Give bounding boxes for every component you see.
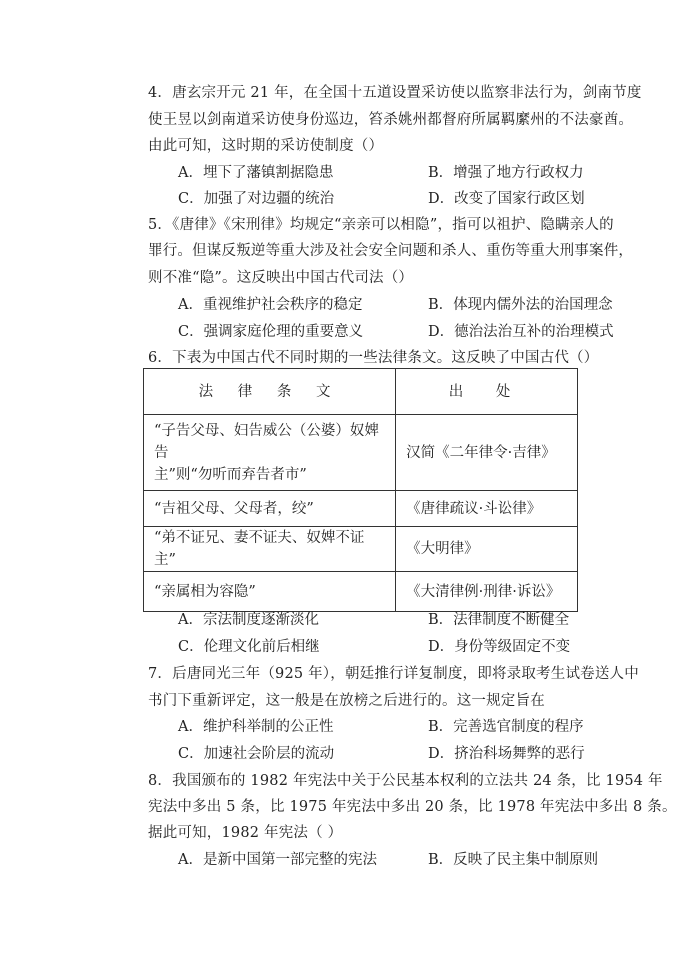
table-header-row [144,369,578,415]
q5-option-b: B．体现内儒外法的治国理念 [428,297,613,313]
q7-option-d: D．挤治科场舞弊的恶行 [428,746,585,762]
q5-stem-line-2: 罪行。但谋反叛逆等重大涉及社会安全问题和杀人、重伤等重大刑事案件， [148,243,634,259]
law-table [143,368,578,612]
q8-stem-line-1: 8．我国颁布的 1982 年宪法中关于公民基本权利的立法共 24 条，比 1954 年 [148,773,663,789]
table-cell-text: “亲属相为容隐” [144,572,396,612]
q4-option-a: A．埋下了藩镇割据隐患 [178,165,334,181]
table-row [144,527,578,572]
q6-option-c: C．伦理文化前后相继 [178,639,320,655]
q7-option-c: C．加速社会阶层的流动 [178,746,335,762]
q6-option-d: D．身份等级固定不变 [428,639,571,655]
q8-option-b: B．反映了民主集中制原则 [428,852,599,868]
table-cell-source: 《唐律疏议·斗讼律》 [396,491,578,527]
table-header-source: 出 处 [396,369,578,415]
q7-stem-line-2: 书门下重新评定，这一般是在放榜之后进行的。这一规定旨在 [148,693,545,709]
q5-option-d: D．德治法治互补的治理模式 [428,324,614,340]
table-cell-text: “吉祖父母、父母者，绞” [144,491,396,527]
q4-stem-line-1: 4．唐玄宗开元 21 年，在全国十五道设置采访使以监察非法行为，剑南节度 [148,85,642,101]
table-row [144,572,578,612]
table-cell-text: “弟不证兄、妻不证夫、奴婢不证主” [144,527,396,572]
table-cell-source: 《大清律例·刑律·诉讼》 [396,572,578,612]
q4-option-b: B．增强了地方行政权力 [428,165,584,181]
table-cell-text [144,415,396,491]
q4-option-d: D．改变了国家行政区划 [428,191,585,207]
q7-option-b: B．完善选官制度的程序 [428,719,584,735]
q5-stem-line-3: 则不准“隐”。这反映出中国古代司法（） [148,270,414,286]
q6-stem-line-1: 6．下表为中国古代不同时期的一些法律条文。这反映了中国古代（） [148,350,599,366]
q4-stem-line-3: 由此可知，这时期的采访使制度（） [148,138,384,154]
table-row [144,491,578,527]
q5-stem-line-1: 5．《唐律》《宋刑律》均规定“亲亲可以相隐”，指可以祖护、隐瞒亲人的 [148,217,614,233]
q8-stem-line-3: 据此可知，1982 年宪法（ ） [148,825,343,841]
q6-option-a: A．宗法制度逐渐淡化 [178,612,319,628]
table-header-text: 法 律 条 文 [144,369,396,415]
q7-option-a: A．维护科举制的公正性 [178,719,334,735]
table-cell-source: 汉简《二年律令·吉律》 [396,415,578,491]
q8-stem-line-2: 宪法中多出 5 条，比 1975 年宪法中多出 20 条，比 1978 年宪法中多出 8 条。 [148,799,677,815]
q5-option-a: A．重视维护社会秩序的稳定 [178,297,363,313]
q8-option-a: A．是新中国第一部完整的宪法 [178,852,377,868]
q6-option-b: B．法律制度不断健全 [428,612,570,628]
table-row [144,415,578,491]
table-cell-source: 《大明律》 [396,527,578,572]
table-cell-text-line-1: “子告父母、妇告威公（公婆）奴婢告 [154,422,379,461]
table-cell-text-line-2: 主”则“勿听而弃告者市” [154,466,307,483]
q7-stem-line-1: 7．后唐同光三年（925 年），朝廷推行详复制度，即将录取考生试卷送人中 [148,666,639,682]
q5-option-c: C．强调家庭伦理的重要意义 [178,324,364,340]
q4-option-c: C．加强了对边疆的统治 [178,191,335,207]
q4-stem-line-2: 使王昱以剑南道采访使身份巡边，笞杀姚州都督府所属羁縻州的不法豪酋。 [148,112,634,128]
